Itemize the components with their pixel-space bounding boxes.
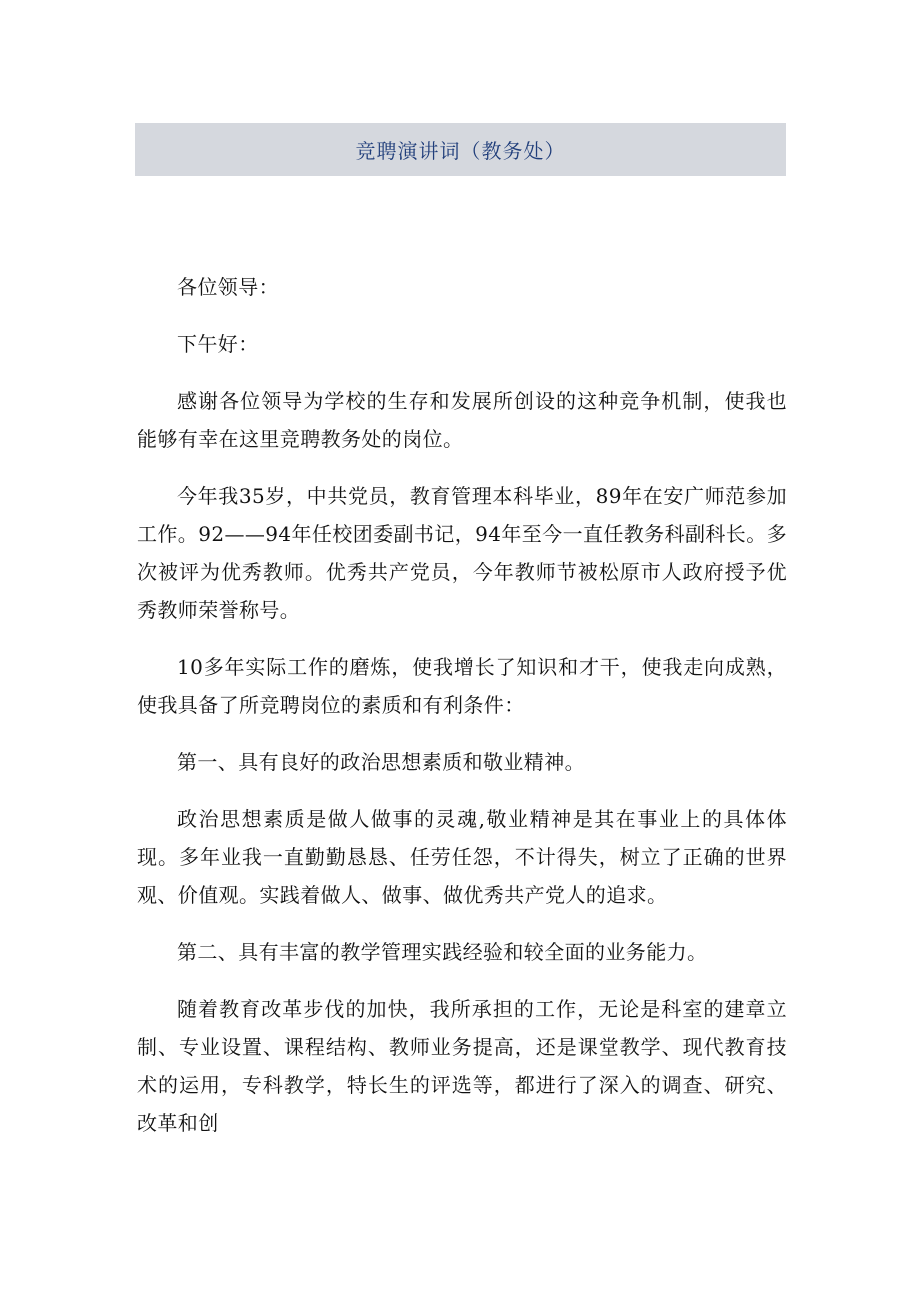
paragraph-background: 今年我35岁，中共党员，教育管理本科毕业，89年在安广师范参加工作。92——94年任校团委副书记，94年至今一直任教务科副科长。多次被评为优秀教师。优秀共产党员，今年教师节被松原市人政府授予优秀教师荣誉称号。: [137, 484, 787, 622]
document-title: 竞聘演讲词（教务处）: [355, 139, 566, 163]
paragraph-thanks: 感谢各位领导为学校的生存和发展所创设的这种竞争机制，使我也能够有幸在这里竞聘教务处的岗位。: [137, 389, 787, 451]
document-body: [137, 268, 787, 1161]
paragraph-point-two-detail: 随着教育改革步伐的加快，我所承担的工作，无论是科室的建章立制、专业设置、课程结构、教师业务提高，还是课堂教学、现代教育技术的运用，专科教学，特长生的评选等，都进行了深入的调查、研究、改革和创: [137, 997, 787, 1135]
paragraph-point-one: 第一、具有良好的政治思想素质和敬业精神。: [177, 750, 585, 774]
paragraph-point-one-detail: 政治思想素质是做人做事的灵魂,敬业精神是其在事业上的具体体现。多年业我一直勤勤恳恳、任劳任怨，不计得失，树立了正确的世界观、价值观。实践着做人、做事、做优秀共产党人的追求。: [137, 807, 787, 907]
paragraph-experience: 10多年实际工作的磨炼，使我增长了知识和才干，使我走向成熟，使我具备了所竞聘岗位的素质和有利条件：: [137, 655, 787, 717]
paragraph-salutation: 各位领导：: [177, 275, 279, 299]
paragraph-greeting: 下午好：: [177, 332, 259, 356]
paragraph-point-two: 第二、具有丰富的教学管理实践经验和较全面的业务能力。: [177, 940, 708, 964]
title-banner: [135, 123, 786, 176]
